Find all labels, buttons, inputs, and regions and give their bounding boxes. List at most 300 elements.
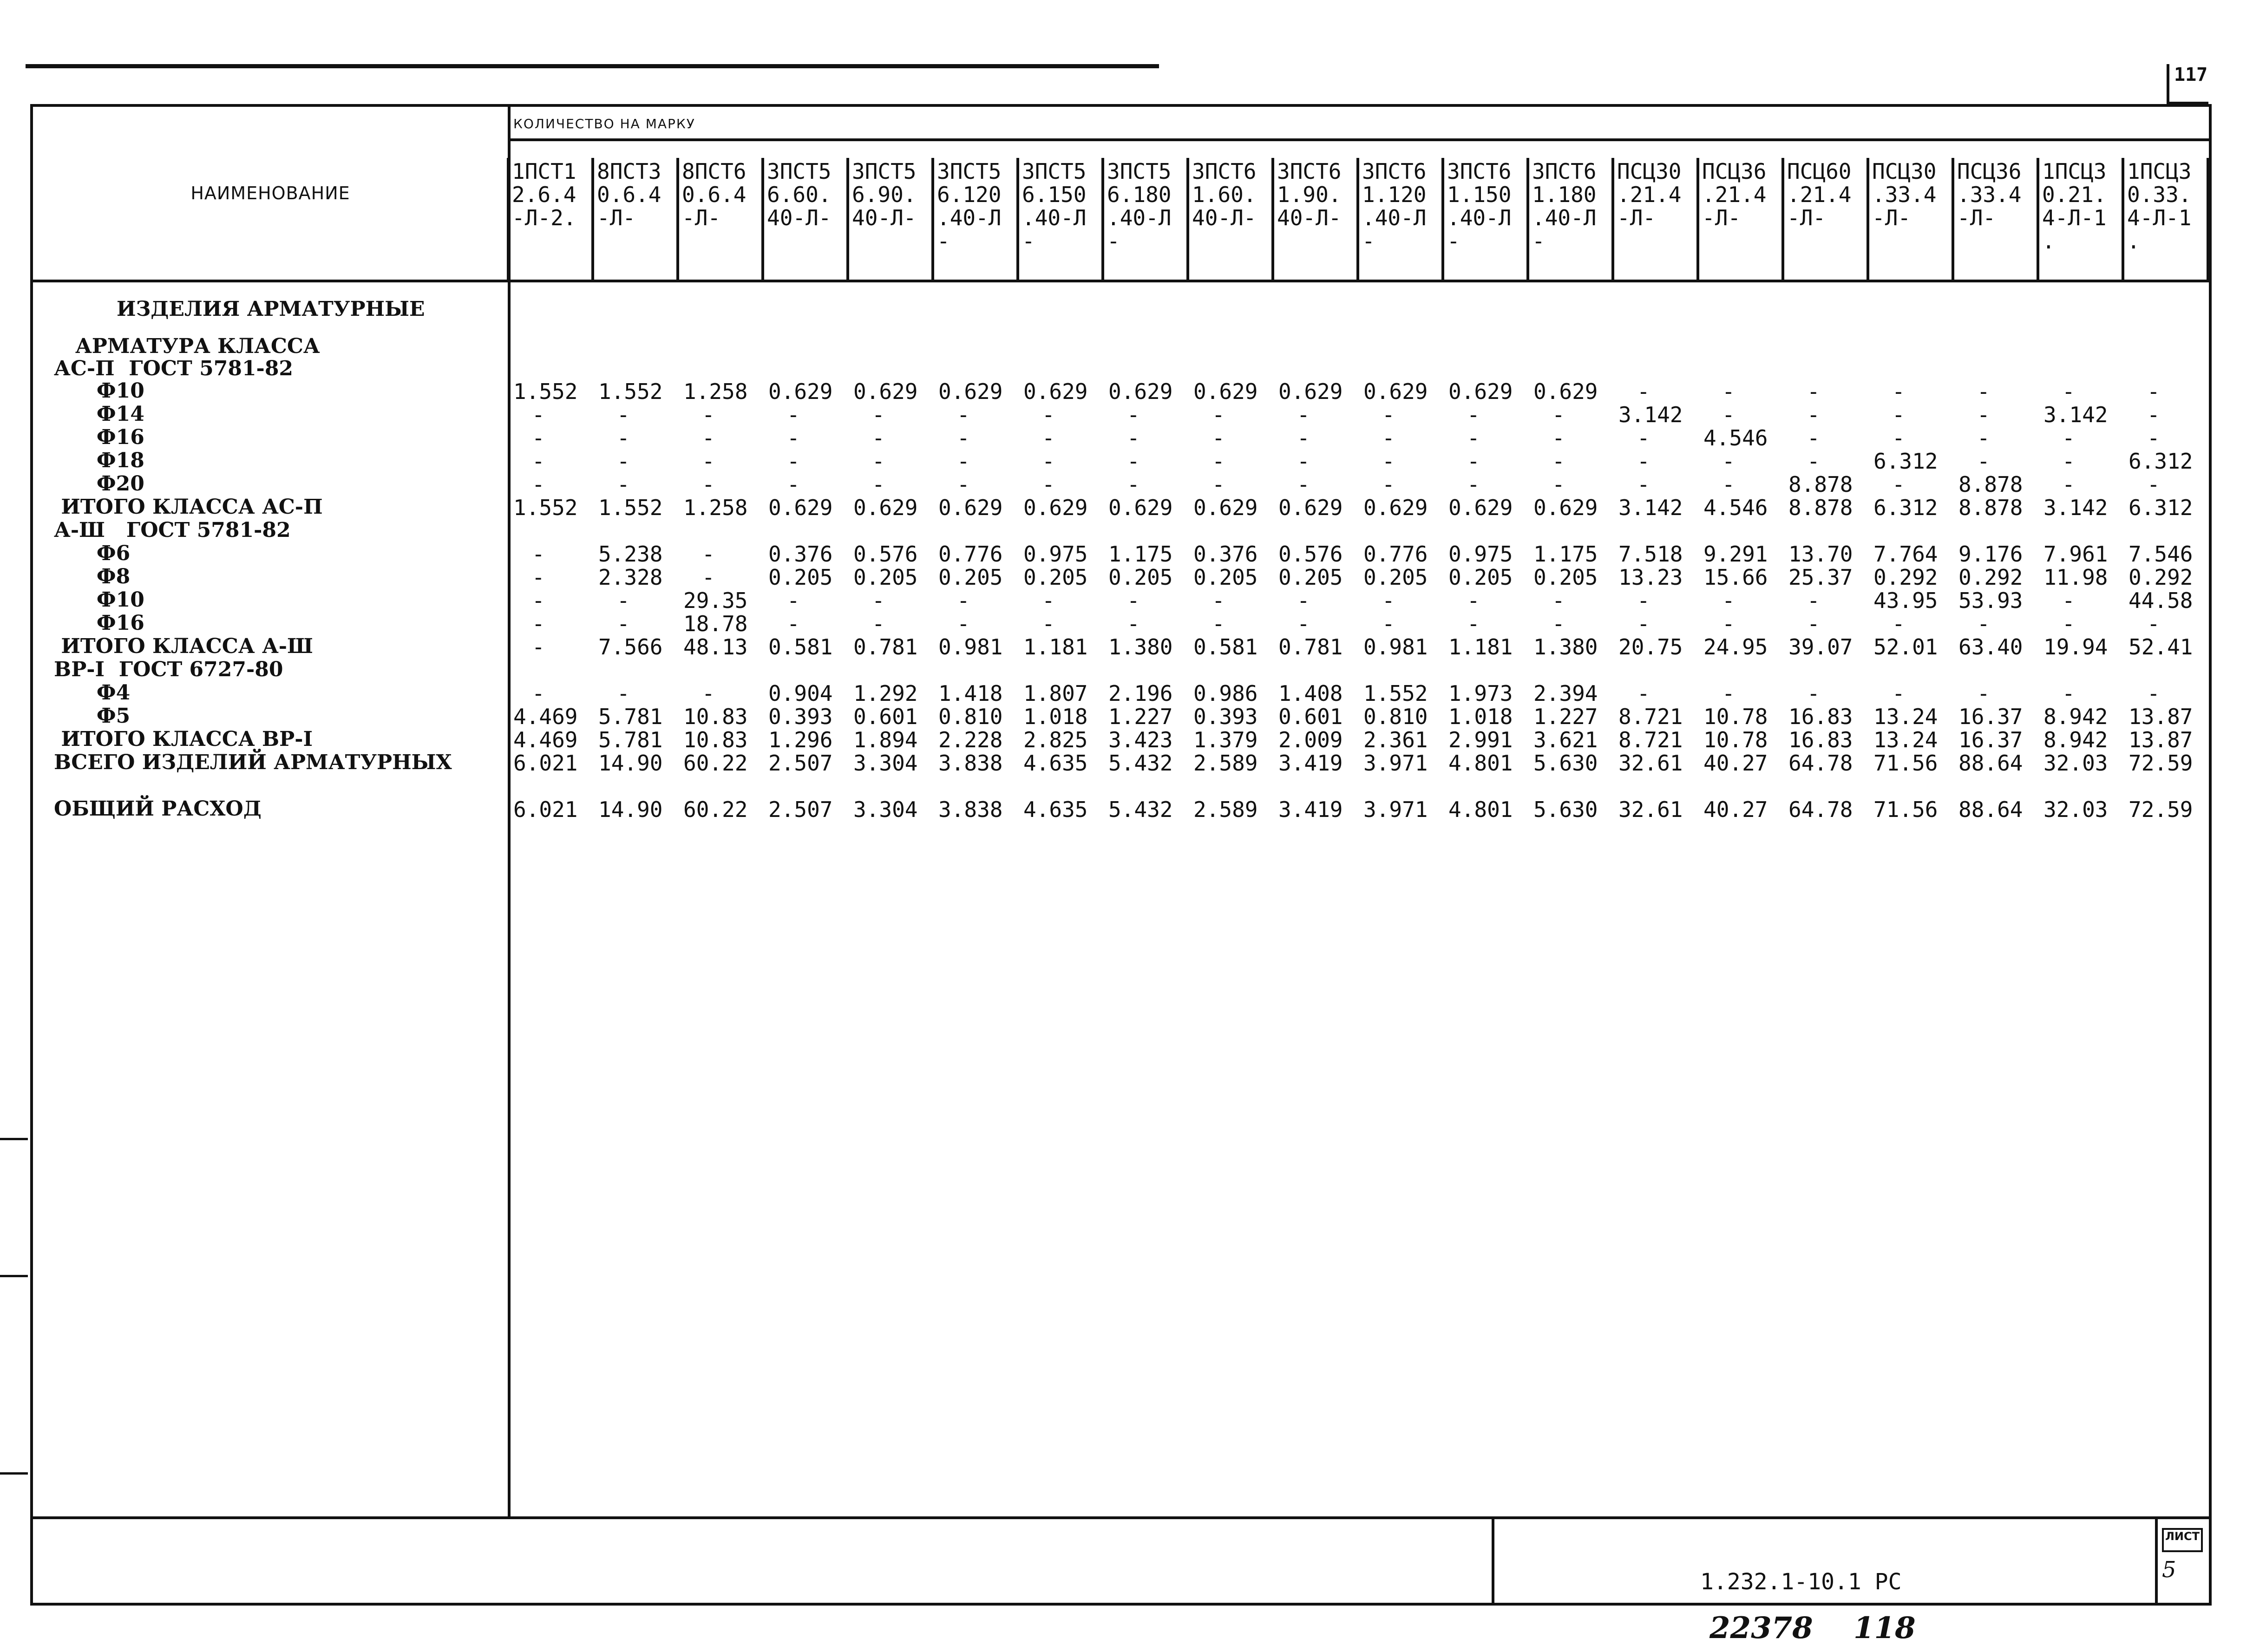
cell-itogo-vr1: 2.361 — [1363, 727, 1428, 752]
cell-as2-d14: - — [1042, 402, 1055, 427]
row-label-d18: Ф18 — [54, 449, 144, 472]
row-label-d5: Ф5 — [54, 704, 131, 728]
cell-a3-d10: - — [1807, 588, 1820, 613]
cell-itogo-a3: 1.380 — [1108, 634, 1173, 659]
row-label-as2-gost: АС-П ГОСТ 5781-82 — [54, 357, 294, 380]
cell-itogo-vr1: 10.83 — [683, 727, 748, 752]
cell-a3-d10: - — [1212, 588, 1225, 613]
cell-as2-d10: 1.552 — [598, 379, 663, 404]
cell-as2-d16: - — [1467, 425, 1480, 451]
cell-a3-d6: 7.518 — [1618, 542, 1683, 567]
cell-vsego: 72.59 — [2129, 751, 2193, 776]
cell-as2-d10: 1.552 — [513, 379, 578, 404]
cell-itogo-a3: 52.41 — [2129, 634, 2193, 659]
cell-obshchiy: 4.635 — [1023, 797, 1088, 822]
cell-vsego: 4.635 — [1023, 751, 1088, 776]
cell-as2-d20: - — [1212, 472, 1225, 497]
cell-a3-d10: - — [1722, 588, 1735, 613]
cell-obshchiy: 40.27 — [1703, 797, 1768, 822]
cell-itogo-vr1: 8.721 — [1618, 727, 1683, 752]
cell-as2-d10: - — [1892, 379, 1905, 404]
column-header-mark: 3ПСТ6 1.120 .40-Л - — [1357, 158, 1444, 280]
cell-as2-d18: - — [1552, 449, 1565, 474]
page-number-top: 117 — [2167, 64, 2208, 104]
cell-a3-d16: - — [1892, 611, 1905, 636]
row-label-d14: Ф14 — [54, 402, 144, 426]
row-label-d10: Ф10 — [54, 379, 144, 403]
cell-itogo-as2: 0.629 — [1193, 495, 1258, 520]
sheet-box-divider — [2155, 1516, 2158, 1604]
top-border-line — [26, 64, 1159, 68]
cell-as2-d20: - — [1892, 472, 1905, 497]
cell-vr1-d4: 1.418 — [938, 681, 1003, 706]
cell-as2-d20: - — [1552, 472, 1565, 497]
cell-a3-d8: 0.205 — [1108, 565, 1173, 590]
cell-a3-d10: - — [2062, 588, 2075, 613]
cell-as2-d16: - — [617, 425, 630, 451]
cell-a3-d6: 1.175 — [1533, 542, 1598, 567]
cell-itogo-as2: 1.552 — [598, 495, 663, 520]
cell-vsego: 71.56 — [1873, 751, 1938, 776]
cell-as2-d16: - — [872, 425, 885, 451]
cell-itogo-as2: 0.629 — [1023, 495, 1088, 520]
cell-itogo-vr1: 1.894 — [853, 727, 918, 752]
cell-vsego: 3.419 — [1278, 751, 1343, 776]
cell-itogo-a3: 1.181 — [1023, 634, 1088, 659]
cell-as2-d18: - — [1297, 449, 1310, 474]
stamp-number: 118 — [1853, 1611, 1916, 1645]
cell-a3-d10: 53.93 — [1958, 588, 2023, 613]
cell-as2-d14: - — [1892, 402, 1905, 427]
cell-a3-d10: - — [1127, 588, 1140, 613]
cell-vr1-d5: 0.601 — [1278, 704, 1343, 729]
cell-a3-d8: 0.205 — [768, 565, 833, 590]
qty-header-divider — [508, 138, 2209, 141]
header-bottom-line — [33, 280, 2209, 282]
cell-a3-d6: 0.975 — [1023, 542, 1088, 567]
cell-itogo-as2: 3.142 — [2043, 495, 2108, 520]
margin-tick — [0, 1138, 28, 1140]
cell-itogo-as2: 6.312 — [2129, 495, 2193, 520]
cell-itogo-vr1: 5.781 — [598, 727, 663, 752]
cell-as2-d18: - — [702, 449, 715, 474]
cell-itogo-as2: 4.546 — [1703, 495, 1768, 520]
cell-obshchiy: 4.801 — [1448, 797, 1513, 822]
cell-vr1-d4: - — [617, 681, 630, 706]
cell-as2-d10: 0.629 — [1278, 379, 1343, 404]
cell-as2-d10: - — [2147, 379, 2160, 404]
cell-vr1-d4: 1.807 — [1023, 681, 1088, 706]
cell-itogo-as2: 0.629 — [1363, 495, 1428, 520]
cell-as2-d14: - — [1297, 402, 1310, 427]
cell-a3-d6: 0.776 — [938, 542, 1003, 567]
cell-a3-d10: - — [872, 588, 885, 613]
cell-itogo-a3: 24.95 — [1703, 634, 1768, 659]
cell-vr1-d5: 13.87 — [2129, 704, 2193, 729]
cell-as2-d18: - — [1212, 449, 1225, 474]
cell-itogo-a3: 39.07 — [1788, 634, 1853, 659]
cell-itogo-vr1: 3.423 — [1108, 727, 1173, 752]
row-label-a3-gost: А-Ш ГОСТ 5781-82 — [54, 518, 291, 542]
cell-a3-d8: 11.98 — [2043, 565, 2108, 590]
cell-a3-d16: - — [1467, 611, 1480, 636]
cell-a3-d6: - — [532, 542, 545, 567]
cell-itogo-as2: 0.629 — [938, 495, 1003, 520]
column-header-mark: 3ПСТ6 1.60. 40-Л- — [1187, 158, 1274, 280]
row-label-d8: Ф8 — [54, 565, 131, 588]
cell-vr1-d4: - — [532, 681, 545, 706]
inventory-number: 22378 — [1709, 1611, 1813, 1645]
cell-obshchiy: 5.630 — [1533, 797, 1598, 822]
cell-itogo-vr1: 16.37 — [1958, 727, 2023, 752]
cell-as2-d20: 8.878 — [1958, 472, 2023, 497]
cell-a3-d6: 13.70 — [1788, 542, 1853, 567]
cell-as2-d14: - — [2147, 402, 2160, 427]
cell-a3-d16: - — [1722, 611, 1735, 636]
cell-obshchiy: 14.90 — [598, 797, 663, 822]
cell-obshchiy: 6.021 — [513, 797, 578, 822]
cell-a3-d10: - — [1297, 588, 1310, 613]
cell-a3-d10: 44.58 — [2129, 588, 2193, 613]
cell-as2-d16: - — [1042, 425, 1055, 451]
cell-a3-d16: - — [1127, 611, 1140, 636]
cell-itogo-vr1: 3.621 — [1533, 727, 1598, 752]
column-header-mark: 3ПСТ5 6.60. 40-Л- — [762, 158, 849, 280]
row-label-d4: Ф4 — [54, 681, 131, 705]
cell-a3-d10: 43.95 — [1873, 588, 1938, 613]
cell-vr1-d5: 0.810 — [938, 704, 1003, 729]
cell-as2-d18: - — [787, 449, 800, 474]
cell-vsego: 5.630 — [1533, 751, 1598, 776]
column-header-mark: 1ПСЦ3 0.21. 4-Л-1 . — [2037, 158, 2124, 280]
drawing-frame — [30, 104, 2212, 1606]
cell-as2-d10: 0.629 — [1108, 379, 1173, 404]
cell-vr1-d5: 0.393 — [1193, 704, 1258, 729]
cell-a3-d16: - — [2062, 611, 2075, 636]
cell-a3-d6: 9.176 — [1958, 542, 2023, 567]
cell-vsego: 3.838 — [938, 751, 1003, 776]
cell-as2-d16: - — [1212, 425, 1225, 451]
cell-vr1-d5: 16.37 — [1958, 704, 2023, 729]
cell-vr1-d5: 16.83 — [1788, 704, 1853, 729]
row-label-section: ИЗДЕЛИЯ АРМАТУРНЫЕ — [117, 297, 425, 321]
cell-a3-d16: - — [1297, 611, 1310, 636]
cell-a3-d6: 7.546 — [2129, 542, 2193, 567]
column-header-mark: 3ПСТ5 6.90. 40-Л- — [847, 158, 934, 280]
margin-tick — [0, 1472, 28, 1475]
cell-as2-d10: 0.629 — [768, 379, 833, 404]
cell-vsego: 6.021 — [513, 751, 578, 776]
column-header-mark: 3ПСТ6 1.180 .40-Л - — [1527, 158, 1614, 280]
cell-itogo-as2: 3.142 — [1618, 495, 1683, 520]
cell-as2-d10: - — [1722, 379, 1735, 404]
cell-a3-d16: - — [1552, 611, 1565, 636]
cell-vr1-d5: 1.018 — [1448, 704, 1513, 729]
cell-itogo-a3: 0.981 — [1363, 634, 1428, 659]
cell-as2-d10: 0.629 — [1448, 379, 1513, 404]
cell-vr1-d4: 1.292 — [853, 681, 918, 706]
cell-itogo-as2: 0.629 — [1533, 495, 1598, 520]
cell-as2-d18: - — [1722, 449, 1735, 474]
cell-a3-d10: - — [787, 588, 800, 613]
cell-itogo-vr1: 16.83 — [1788, 727, 1853, 752]
cell-as2-d20: - — [872, 472, 885, 497]
cell-vr1-d5: 8.721 — [1618, 704, 1683, 729]
cell-as2-d18: - — [1807, 449, 1820, 474]
cell-as2-d18: - — [1382, 449, 1395, 474]
cell-a3-d8: 15.66 — [1703, 565, 1768, 590]
cell-a3-d6: - — [702, 542, 715, 567]
cell-itogo-vr1: 13.24 — [1873, 727, 1938, 752]
cell-a3-d6: 0.576 — [853, 542, 918, 567]
cell-a3-d8: - — [532, 565, 545, 590]
name-column-divider — [508, 107, 511, 1516]
cell-a3-d10: - — [1382, 588, 1395, 613]
cell-a3-d16: - — [872, 611, 885, 636]
cell-as2-d10: 0.629 — [1193, 379, 1258, 404]
cell-itogo-a3: 1.181 — [1448, 634, 1513, 659]
cell-as2-d10: 0.629 — [853, 379, 918, 404]
cell-as2-d10: - — [1637, 379, 1650, 404]
cell-as2-d20: - — [2147, 472, 2160, 497]
cell-as2-d20: - — [1127, 472, 1140, 497]
title-block-divider — [1492, 1516, 1494, 1604]
cell-as2-d14: - — [1212, 402, 1225, 427]
cell-itogo-a3: 0.781 — [1278, 634, 1343, 659]
cell-itogo-vr1: 2.009 — [1278, 727, 1343, 752]
cell-vr1-d5: 13.24 — [1873, 704, 1938, 729]
cell-as2-d10: 1.258 — [683, 379, 748, 404]
cell-itogo-a3: 63.40 — [1958, 634, 2023, 659]
cell-as2-d14: - — [872, 402, 885, 427]
cell-as2-d18: - — [1042, 449, 1055, 474]
cell-as2-d16: - — [1892, 425, 1905, 451]
row-label-d16: Ф16 — [54, 425, 144, 449]
cell-itogo-as2: 0.629 — [1448, 495, 1513, 520]
cell-itogo-vr1: 2.228 — [938, 727, 1003, 752]
cell-as2-d14: - — [1552, 402, 1565, 427]
cell-itogo-as2: 6.312 — [1873, 495, 1938, 520]
cell-itogo-a3: 48.13 — [683, 634, 748, 659]
cell-vr1-d4: - — [1722, 681, 1735, 706]
column-header-mark: ПСЦ60 .21.4 -Л- — [1782, 158, 1869, 280]
cell-vr1-d5: 0.810 — [1363, 704, 1428, 729]
cell-a3-d8: 0.205 — [1363, 565, 1428, 590]
cell-a3-d8: 0.205 — [1278, 565, 1343, 590]
cell-as2-d16: - — [702, 425, 715, 451]
sheet-number: 5 — [2162, 1557, 2176, 1583]
cell-as2-d16: - — [957, 425, 970, 451]
cell-vr1-d4: - — [2147, 681, 2160, 706]
cell-a3-d16: - — [1382, 611, 1395, 636]
cell-itogo-as2: 0.629 — [1278, 495, 1343, 520]
cell-obshchiy: 88.64 — [1958, 797, 2023, 822]
cell-as2-d14: - — [532, 402, 545, 427]
cell-vr1-d4: 1.973 — [1448, 681, 1513, 706]
column-header-mark: 3ПСТ5 6.180 .40-Л - — [1102, 158, 1189, 280]
cell-as2-d16: - — [2062, 425, 2075, 451]
cell-vsego: 5.432 — [1108, 751, 1173, 776]
cell-itogo-a3: - — [532, 634, 545, 659]
cell-vsego: 3.971 — [1363, 751, 1428, 776]
quantity-per-mark-title: КОЛИЧЕСТВО НА МАРКУ — [513, 116, 695, 131]
column-header-mark: 8ПСТ6 0.6.4 -Л- — [677, 158, 764, 280]
cell-as2-d18: - — [1977, 449, 1990, 474]
cell-itogo-vr1: 1.379 — [1193, 727, 1258, 752]
cell-as2-d16: - — [532, 425, 545, 451]
cell-vr1-d4: - — [1892, 681, 1905, 706]
cell-as2-d14: - — [1467, 402, 1480, 427]
cell-vr1-d4: - — [1807, 681, 1820, 706]
cell-vr1-d5: 0.393 — [768, 704, 833, 729]
cell-vr1-d4: - — [1637, 681, 1650, 706]
row-label-obshchiy: ОБЩИЙ РАСХОД — [54, 797, 262, 821]
cell-as2-d20: 8.878 — [1788, 472, 1853, 497]
cell-as2-d18: - — [1127, 449, 1140, 474]
row-label-itogo-vr1: ИТОГО КЛАССА ВР-I — [54, 727, 313, 751]
cell-as2-d20: - — [1637, 472, 1650, 497]
cell-as2-d20: - — [1467, 472, 1480, 497]
cell-vsego: 4.801 — [1448, 751, 1513, 776]
cell-vr1-d4: - — [702, 681, 715, 706]
cell-as2-d14: - — [1127, 402, 1140, 427]
cell-vr1-d5: 5.781 — [598, 704, 663, 729]
cell-vsego: 2.589 — [1193, 751, 1258, 776]
row-label-itogo-as2: ИТОГО КЛАССА АС-П — [54, 495, 323, 519]
cell-as2-d16: - — [1807, 425, 1820, 451]
cell-a3-d8: 0.205 — [938, 565, 1003, 590]
cell-a3-d10: - — [1637, 588, 1650, 613]
cell-a3-d8: 25.37 — [1788, 565, 1853, 590]
cell-as2-d18: - — [957, 449, 970, 474]
cell-as2-d10: - — [1807, 379, 1820, 404]
cell-a3-d8: 2.328 — [598, 565, 663, 590]
cell-itogo-a3: 20.75 — [1618, 634, 1683, 659]
cell-obshchiy: 5.432 — [1108, 797, 1173, 822]
cell-vr1-d5: 1.227 — [1533, 704, 1598, 729]
cell-itogo-a3: 0.981 — [938, 634, 1003, 659]
cell-as2-d16: - — [1637, 425, 1650, 451]
cell-as2-d16: - — [1127, 425, 1140, 451]
cell-a3-d8: 0.205 — [1533, 565, 1598, 590]
cell-a3-d16: 18.78 — [683, 611, 748, 636]
cell-as2-d16: - — [2147, 425, 2160, 451]
column-header-mark: 3ПСТ5 6.150 .40-Л - — [1017, 158, 1104, 280]
cell-as2-d18: 6.312 — [2129, 449, 2193, 474]
cell-a3-d8: 0.292 — [1873, 565, 1938, 590]
cell-a3-d6: 0.776 — [1363, 542, 1428, 567]
column-header-mark: ПСЦ30 .33.4 -Л- — [1867, 158, 1954, 280]
cell-a3-d10: - — [1042, 588, 1055, 613]
row-label-a3-d10: Ф10 — [54, 588, 144, 612]
cell-a3-d16: - — [1807, 611, 1820, 636]
cell-vr1-d4: - — [2062, 681, 2075, 706]
cell-vr1-d4: 1.552 — [1363, 681, 1428, 706]
cell-itogo-a3: 0.581 — [768, 634, 833, 659]
cell-as2-d16: - — [1977, 425, 1990, 451]
row-label-vr1-gost: ВР-I ГОСТ 6727-80 — [54, 658, 283, 681]
cell-as2-d20: - — [2062, 472, 2075, 497]
cell-as2-d10: 0.629 — [938, 379, 1003, 404]
cell-vr1-d5: 1.018 — [1023, 704, 1088, 729]
cell-obshchiy: 3.971 — [1363, 797, 1428, 822]
cell-vr1-d5: 8.942 — [2043, 704, 2108, 729]
cell-itogo-vr1: 8.942 — [2043, 727, 2108, 752]
cell-a3-d16: - — [532, 611, 545, 636]
cell-a3-d8: 0.292 — [2129, 565, 2193, 590]
cell-as2-d14: - — [957, 402, 970, 427]
cell-vr1-d4: - — [1977, 681, 1990, 706]
cell-a3-d6: 7.764 — [1873, 542, 1938, 567]
cell-as2-d14: - — [1807, 402, 1820, 427]
cell-a3-d16: - — [787, 611, 800, 636]
cell-a3-d16: - — [1637, 611, 1650, 636]
cell-a3-d10: - — [1467, 588, 1480, 613]
cell-a3-d10: - — [1552, 588, 1565, 613]
cell-vsego: 3.304 — [853, 751, 918, 776]
cell-vsego: 88.64 — [1958, 751, 2023, 776]
cell-a3-d16: - — [2147, 611, 2160, 636]
cell-a3-d8: 13.23 — [1618, 565, 1683, 590]
cell-vsego: 32.03 — [2043, 751, 2108, 776]
cell-a3-d8: 0.205 — [1193, 565, 1258, 590]
cell-as2-d10: 0.629 — [1533, 379, 1598, 404]
cell-itogo-as2: 0.629 — [853, 495, 918, 520]
cell-a3-d16: - — [1977, 611, 1990, 636]
cell-a3-d6: 0.376 — [768, 542, 833, 567]
cell-obshchiy: 3.304 — [853, 797, 918, 822]
cell-itogo-a3: 0.581 — [1193, 634, 1258, 659]
cell-a3-d16: - — [1212, 611, 1225, 636]
row-label-vsego: ВСЕГО ИЗДЕЛИЙ АРМАТУРНЫХ — [54, 751, 452, 774]
cell-as2-d16: - — [787, 425, 800, 451]
cell-a3-d16: - — [617, 611, 630, 636]
cell-as2-d20: - — [702, 472, 715, 497]
cell-vr1-d4: 2.394 — [1533, 681, 1598, 706]
cell-obshchiy: 71.56 — [1873, 797, 1938, 822]
cell-as2-d16: 4.546 — [1703, 425, 1768, 451]
cell-itogo-a3: 19.94 — [2043, 634, 2108, 659]
cell-obshchiy: 32.61 — [1618, 797, 1683, 822]
cell-itogo-vr1: 13.87 — [2129, 727, 2193, 752]
cell-itogo-vr1: 4.469 — [513, 727, 578, 752]
cell-as2-d10: 0.629 — [1023, 379, 1088, 404]
cell-vr1-d5: 0.601 — [853, 704, 918, 729]
cell-a3-d6: 0.576 — [1278, 542, 1343, 567]
cell-as2-d20: - — [1722, 472, 1735, 497]
cell-as2-d16: - — [1297, 425, 1310, 451]
cell-vr1-d5: 10.78 — [1703, 704, 1768, 729]
cell-as2-d16: - — [1552, 425, 1565, 451]
row-label-d6: Ф6 — [54, 542, 131, 565]
cell-vr1-d5: 4.469 — [513, 704, 578, 729]
column-header-mark: ПСЦ36 .33.4 -Л- — [1952, 158, 2039, 280]
cell-obshchiy: 64.78 — [1788, 797, 1853, 822]
cell-itogo-as2: 8.878 — [1958, 495, 2023, 520]
cell-a3-d6: 7.961 — [2043, 542, 2108, 567]
column-header-mark: 8ПСТ3 0.6.4 -Л- — [592, 158, 679, 280]
cell-as2-d20: - — [617, 472, 630, 497]
cell-vr1-d5: 1.227 — [1108, 704, 1173, 729]
cell-vsego: 64.78 — [1788, 751, 1853, 776]
cell-itogo-a3: 7.566 — [598, 634, 663, 659]
cell-itogo-vr1: 2.825 — [1023, 727, 1088, 752]
column-header-mark: 1ПСЦ3 0.33. 4-Л-1 . — [2122, 158, 2209, 280]
cell-a3-d8: 0.205 — [1448, 565, 1513, 590]
cell-as2-d20: - — [957, 472, 970, 497]
sheet-label: ЛИСТ — [2162, 1528, 2203, 1552]
cell-a3-d6: 5.238 — [598, 542, 663, 567]
